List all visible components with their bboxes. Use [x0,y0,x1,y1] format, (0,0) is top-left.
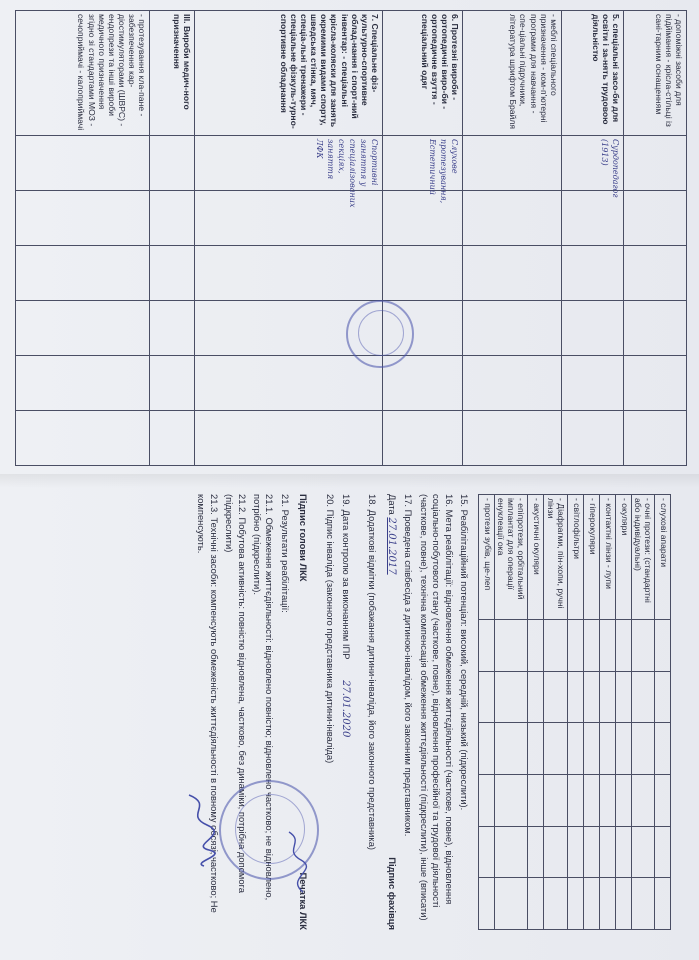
row-cell [150,246,195,301]
handwritten-entry: Сурдопедагог (1913) [600,139,621,198]
row-cell [16,356,150,411]
rehab-table [15,10,687,466]
row-cell [599,826,615,878]
row-cell [624,136,687,191]
row-cell [479,671,495,723]
row-cell [16,191,150,246]
row-cell [561,246,624,301]
row-cell [655,671,671,723]
row-label: - слухові апарати [655,495,671,620]
row-cell [479,723,495,775]
row-cell [463,411,561,466]
row-label: - очні протези: (стандартні або індивідуальні) [631,495,654,620]
table-row [544,495,567,930]
medical-stamp-upper [346,300,414,368]
item-21-3: 21.3. Технічні засоби: компенсують обмеженість життєдіяльності в повному обсязі; частково; Не компенсують. [196,494,220,913]
row-cell [479,878,495,930]
row-cell [567,723,583,775]
row-cell [583,774,599,826]
row-cell [463,356,561,411]
row-label: - контактні лінзи - лупи [599,495,615,620]
row-cell [544,620,567,672]
row-cell [544,826,567,878]
table-row [479,495,495,930]
aids-table [478,494,671,930]
table-row [495,495,528,930]
form-section [21,494,671,930]
row-cell [631,774,654,826]
row-label: - епіпротези, орбітальний імплантат для операції енуклеації ока [495,495,528,620]
row-cell [495,620,528,672]
table-row [16,11,150,466]
row-cell [150,301,195,356]
row-cell [567,878,583,930]
row-cell [567,826,583,878]
row-cell [615,671,631,723]
row-cell [561,356,624,411]
row-cell [528,826,544,878]
row-label: - допоміжні засоби для підйімання - крісла-стільці із сані-тарним оснащенням [624,11,687,136]
row-cell [561,191,624,246]
head-signature-scribble [179,790,219,870]
table-row [631,495,654,930]
head-signature-label: Підпис голови ЛКК [298,494,310,582]
date-value: 27.01.2017 [385,517,397,575]
row-cell [479,826,495,878]
table-row [561,11,624,466]
row-cell [599,774,615,826]
row-cell [194,356,382,411]
row-cell [16,411,150,466]
row-cell [150,411,195,466]
row-cell [631,671,654,723]
row-cell [655,774,671,826]
row-cell [150,191,195,246]
item-15: 15. Реабілітаційний потенціал: високий, середній, низький (підкреслити). [459,494,471,811]
table-row [463,11,561,466]
row-cell [599,620,615,672]
row-cell [382,246,463,301]
table-row [583,495,599,930]
row-label: 5. спеціальні засо-би для освіти і за-нять трудовою діяльністю [561,11,624,136]
row-cell [528,774,544,826]
item-19-value: 27.01.2020 [340,680,352,738]
row-cell [615,620,631,672]
row-label: - окуляри [615,495,631,620]
row-label: - Діафрагми, пін-хопи, ручні лінзи [544,495,567,620]
row-label: - меблі спеціального призначення - ком-п'ютерні програми для навчання - спе-ціальні підручники, література шрифтом Брайля [463,11,561,136]
row-cell [583,620,599,672]
table-row [655,495,671,930]
row-cell [624,301,687,356]
row-label: - гіперокуляри [583,495,599,620]
row-cell [544,774,567,826]
page-fold [0,474,699,488]
row-cell [528,620,544,672]
row-cell [583,826,599,878]
item-19 [339,494,353,930]
item-21: 21. Результати реабілітації: [279,494,291,613]
row-cell [599,878,615,930]
row-cell [567,620,583,672]
row-cell [624,191,687,246]
row-cell [624,356,687,411]
row-cell [631,723,654,775]
item-16: 16. Мета реабілітації: відновлення обмеження життєдіяльності (часткове, повне), відновлення соціально-побутового стану (часткове, повне), відновлення професійної та трудової діяльності (часткове, повне), технічна компенсація обмеження життєдіяльності (підкреслити), інше (вписати) [418,494,455,921]
row-cell [194,411,382,466]
row-cell [655,878,671,930]
row-cell [463,191,561,246]
specialist-signature-scribble [279,828,309,898]
row-cell [615,774,631,826]
row-cell [463,246,561,301]
row-cell [615,878,631,930]
row-cell [528,671,544,723]
item-21-2: 21.2. Побутова активність: повністю відновлена, частково, без динаміки, потрібна допомога (підкреслити) [224,494,248,893]
row-cell [382,191,463,246]
item-19-label: 19. Дата контролю за виконанням ІПР [341,494,353,660]
row-cell [16,301,150,356]
row-cell [599,671,615,723]
rehab-measures-table [15,10,687,466]
row-cell [615,826,631,878]
row-cell [631,620,654,672]
handwritten-entry: Слухове протезування, Естетичний [428,139,460,204]
row-cell [194,246,382,301]
row-cell [583,878,599,930]
item-20: 20. Підпис інваліда (законного представника дитини-інваліда) [324,494,336,764]
row-cell [599,723,615,775]
row-cell [561,136,624,198]
row-cell [495,826,528,878]
row-cell [16,246,150,301]
row-cell [544,878,567,930]
row-cell [495,878,528,930]
row-label: III. Вироби медич-ного призначення [150,11,195,136]
row-cell [479,774,495,826]
row-cell [495,671,528,723]
date-label: Дата [386,494,398,515]
row-cell [544,723,567,775]
table-row [624,11,687,466]
row-label: - акустичні окуляри [528,495,544,620]
row-label: - протезування кла-пане - забезпечення кар-дiостимуляторами (ШВРС) - ендопрези та інші вироби медичного призначення згідно зі стандартами МОЗ - сечоприймачі - калоприймачі [16,11,150,136]
table-row [194,11,382,466]
row-cell [583,671,599,723]
row-cell [624,246,687,301]
row-cell [561,411,624,466]
row-cell [631,878,654,930]
row-cell [544,671,567,723]
table-row [528,495,544,930]
row-cell [567,671,583,723]
row-cell [655,620,671,672]
row-cell [150,136,195,191]
item-17-row [384,494,398,930]
row-cell [631,826,654,878]
table-row [599,495,615,930]
table-row [567,495,583,930]
specialist-signature-label: Підпис фахівця [386,857,398,930]
row-cell [655,723,671,775]
row-cell [382,411,463,466]
row-cell [16,136,150,191]
table-row [615,495,631,930]
item-18: 18. Додаткові відмітки (побажання дитини-інваліда, його законного представника) [367,494,379,851]
row-cell [150,356,195,411]
row-cell [561,301,624,356]
row-cell [382,136,463,204]
item-17-date [384,494,398,575]
handwritten-entry: Спортивні заняття у спеціалізованих секціях, заняття ЛФК [314,139,379,208]
table-row [150,11,195,466]
row-cell [615,723,631,775]
row-label: - протези зубів, ще-леп [479,495,495,620]
row-cell [567,774,583,826]
row-cell [495,774,528,826]
row-cell [463,136,561,191]
row-cell [624,411,687,466]
row-cell [479,620,495,672]
row-cell [655,826,671,878]
row-cell [528,878,544,930]
item-17 [402,494,414,930]
row-cell [463,301,561,356]
table-row [382,11,463,466]
item-21-1: 21.1. Обмеження життєдіяльності: відновлено повністю; відновлено частково; не відновлено, потрібно (підкреслити). [251,494,276,901]
item-17-label: 17. Проведена співбесіда з дитиною-інвалідом, його законним представником. [403,494,415,837]
row-cell [528,723,544,775]
row-label: 7. Спеціальне фіз-культурно-спортивне облад-нання і спорт-ний інвентар: - спеціальні крісла-коляски для занять окремими видами спорту, шведська стінка, мяч, спеціа-льні тренажери - спеціальне фізкуль-турно-спортивне обладнання [194,11,382,136]
stamp-label: Печатка ЛКК [298,872,310,930]
row-cell [495,723,528,775]
row-cell [583,723,599,775]
row-label: - світлофільтри [567,495,583,620]
row-cell [194,136,382,208]
row-label: 6. Протезні вироби - ортопедичні виро-би - ортопедичне взуття - спеціальний одяг [382,11,463,136]
